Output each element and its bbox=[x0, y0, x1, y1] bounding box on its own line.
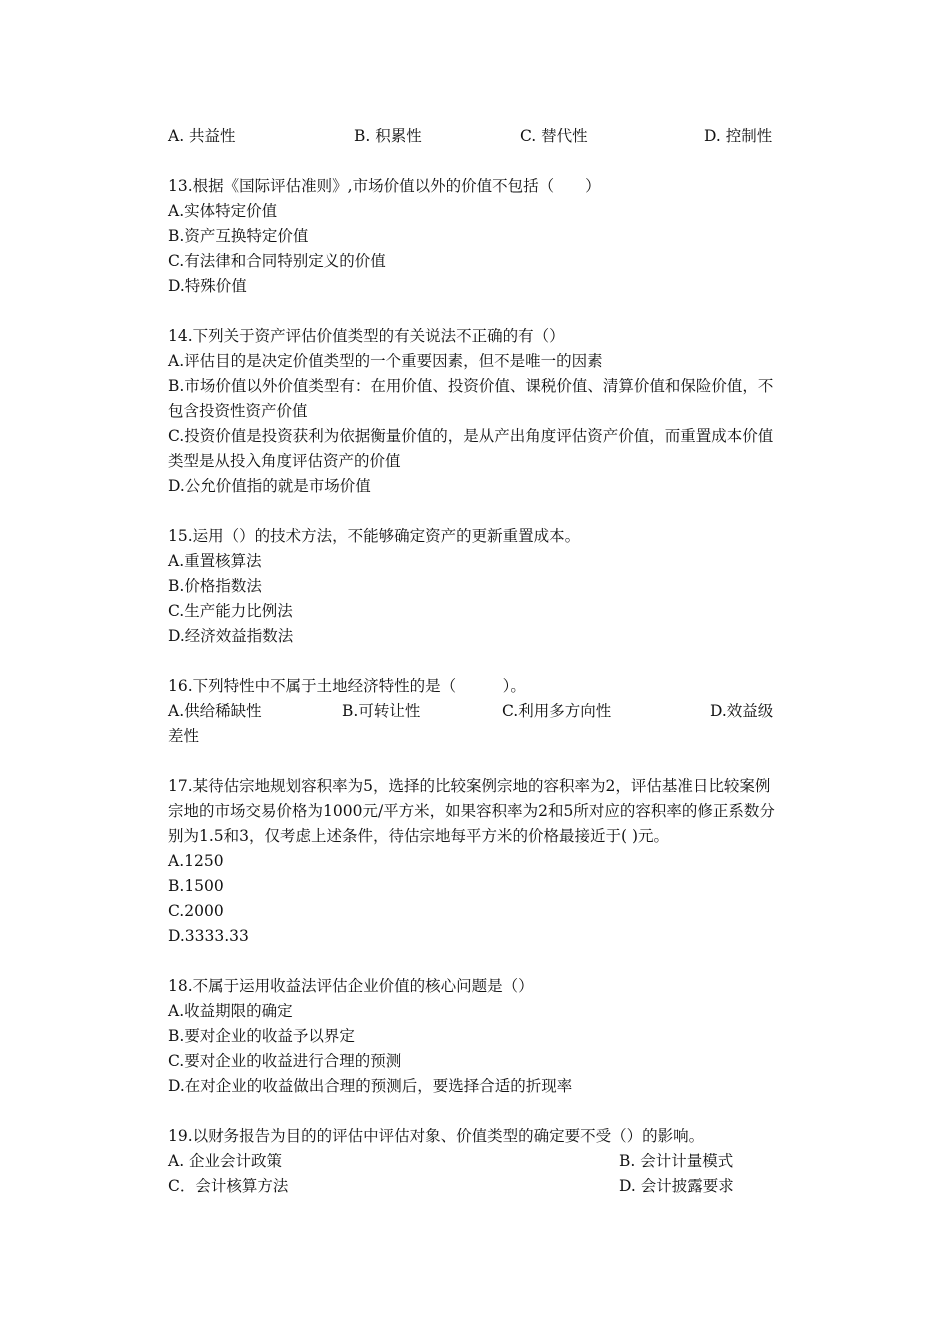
q13-option-b: B.资产互换特定价值 bbox=[168, 227, 309, 245]
question-13 bbox=[168, 174, 783, 299]
q15-option-d: D.经济效益指数法 bbox=[168, 627, 294, 645]
q12-option-c: C. 替代性 bbox=[520, 127, 588, 145]
question-18 bbox=[168, 974, 783, 1099]
q14-option-d: D.公允价值指的就是市场价值 bbox=[168, 477, 371, 495]
q16-option-b: B.可转让性 bbox=[342, 702, 421, 720]
q12-option-a: A. 共益性 bbox=[168, 127, 236, 145]
q14-option-c: C.投资价值是投资获利为依据衡量价值的，是从产出角度评估资产价值，而重置成本价值类型是从投入角度评估资产的价值 bbox=[168, 427, 774, 470]
q13-option-c: C.有法律和合同特别定义的价值 bbox=[168, 252, 386, 270]
q15-option-b: B.价格指数法 bbox=[168, 577, 262, 595]
question-19 bbox=[168, 1124, 783, 1199]
q16-options bbox=[168, 699, 783, 724]
question-17 bbox=[168, 774, 783, 949]
q18-option-a: A.收益期限的确定 bbox=[168, 1002, 293, 1020]
q17-stem: 17.某待估宗地规划容积率为5，选择的比较案例宗地的容积率为2，评估基准日比较案例宗地的市场交易价格为1000元/平方米，如果容积率为2和5所对应的容积率的修正系数分别为1.5和3，仅考虑上述条件，待估宗地每平方米的价格最接近于( )元。 bbox=[168, 777, 775, 845]
q16-option-d: D.效益级 bbox=[710, 702, 774, 720]
q12-option-b: B. 积累性 bbox=[354, 127, 422, 145]
q12-options bbox=[168, 124, 783, 149]
q15-option-a: A.重置核算法 bbox=[168, 552, 262, 570]
document-page bbox=[168, 124, 783, 1199]
q19-stem: 19.以财务报告为目的的评估中评估对象、价值类型的确定要不受（）的影响。 bbox=[168, 1127, 705, 1145]
q13-option-a: A.实体特定价值 bbox=[168, 202, 278, 220]
q16-stem: 16.下列特性中不属于土地经济特性的是（ ）。 bbox=[168, 677, 526, 695]
q16-option-a: A.供给稀缺性 bbox=[168, 702, 262, 720]
q17-option-c: C.2000 bbox=[168, 902, 224, 920]
question-15 bbox=[168, 524, 783, 649]
q14-stem: 14.下列关于资产评估价值类型的有关说法不正确的有（） bbox=[168, 327, 565, 345]
q17-option-d: D.3333.33 bbox=[168, 927, 249, 945]
q13-stem: 13.根据《国际评估准则》,市场价值以外的价值不包括（ ） bbox=[168, 177, 601, 195]
q19-option-d: D. 会计披露要求 bbox=[619, 1177, 734, 1195]
q18-option-b: B.要对企业的收益予以界定 bbox=[168, 1027, 355, 1045]
q17-option-b: B.1500 bbox=[168, 877, 224, 895]
q19-options-row2 bbox=[168, 1174, 783, 1199]
q18-option-c: C.要对企业的收益进行合理的预测 bbox=[168, 1052, 402, 1070]
question-16 bbox=[168, 674, 783, 749]
q19-options-row1 bbox=[168, 1149, 783, 1174]
q15-stem: 15.运用（）的技术方法，不能够确定资产的更新重置成本。 bbox=[168, 527, 581, 545]
q12-option-d: D. 控制性 bbox=[704, 127, 773, 145]
q18-stem: 18.不属于运用收益法评估企业价值的核心问题是（） bbox=[168, 977, 534, 995]
q15-option-c: C.生产能力比例法 bbox=[168, 602, 293, 620]
q14-option-b: B.市场价值以外价值类型有：在用价值、投资价值、课税价值、清算价值和保险价值，不包含投资性资产价值 bbox=[168, 377, 774, 420]
q19-option-b: B. 会计计量模式 bbox=[619, 1152, 734, 1170]
q16-option-d-wrap: 差性 bbox=[168, 727, 200, 745]
q14-option-a: A.评估目的是决定价值类型的一个重要因素，但不是唯一的因素 bbox=[168, 352, 603, 370]
question-14 bbox=[168, 324, 783, 499]
q17-option-a: A.1250 bbox=[168, 852, 224, 870]
q16-option-c: C.利用多方向性 bbox=[502, 702, 612, 720]
q19-option-a: A. 企业会计政策 bbox=[168, 1152, 283, 1170]
q18-option-d: D.在对企业的收益做出合理的预测后，要选择合适的折现率 bbox=[168, 1077, 573, 1095]
q19-option-c: C．会计核算方法 bbox=[168, 1177, 289, 1195]
q13-option-d: D.特殊价值 bbox=[168, 277, 247, 295]
